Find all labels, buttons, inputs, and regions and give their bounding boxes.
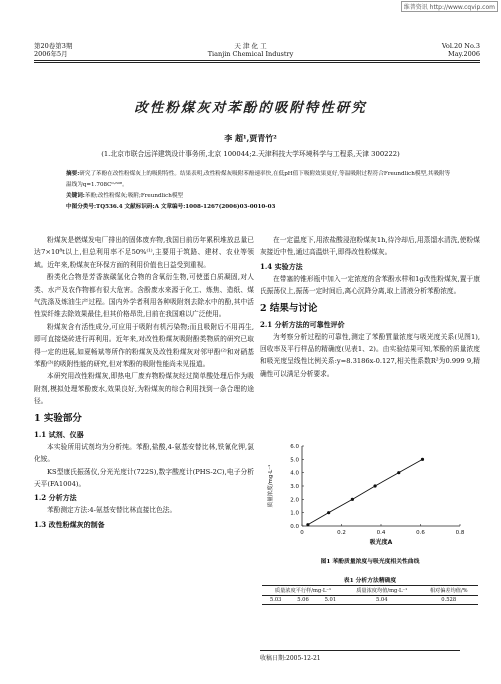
data-point bbox=[373, 484, 376, 487]
header-journal-en: Tianjin Chemical Industry bbox=[207, 50, 294, 58]
series-line bbox=[308, 459, 423, 524]
data-point bbox=[397, 471, 400, 474]
table-cell: 0.528 bbox=[441, 597, 457, 603]
article-title: 改性粉煤灰对苯酚的吸附特性研究 bbox=[134, 100, 367, 116]
table-cell: 5.01 bbox=[324, 597, 337, 603]
precision-table bbox=[262, 585, 478, 605]
section-heading: 2 结果与讨论 bbox=[260, 302, 318, 314]
table-caption: 表1 分析方法精确度 bbox=[343, 578, 397, 584]
paragraph: 粉煤灰是燃煤发电厂排出的固体废弃物,我国目前历年累积堆放总量已达7×10⁸t以上,但总利用率不足50%⁽¹⁾,主要用于筑路、建材、农业等领域。近年来,粉煤灰在环保方面的利用价值也日益受到重视。 bbox=[34, 236, 254, 269]
figure-caption: 图1 苯酚质量浓度与吸光度相关性曲线 bbox=[320, 559, 420, 565]
watermark: 维普资讯 http://www.cqvip.com bbox=[401, 1, 498, 12]
header-volume: 第20卷第3期 bbox=[34, 42, 73, 50]
received-date: 收稿日期:2005-12-21 bbox=[260, 655, 321, 662]
table-cell: 5.03 bbox=[269, 597, 282, 603]
paragraph: 在带塞的锥形瓶中加入一定浓度的含苯酚水样和1g改性粉煤灰,置于康氏振荡仪上,振荡一定时间后,离心沉降分离,取上清液分析苯酚浓度。 bbox=[260, 274, 480, 296]
header-rule bbox=[34, 60, 480, 61]
paragraph: 本研究用改性粉煤灰,即热电厂废弃物粉煤灰经过简单酸处理后作为吸附剂,模拟处理苯酚废水,效果良好,为粉煤灰的综合利用找到一条合理的途径。 bbox=[34, 372, 254, 406]
affiliation: (1.北京市联合远洋建筑设计事务所,北京 100044;2.天津科技大学环境科学与工程系,天津 300222) bbox=[101, 150, 400, 158]
subsection-heading: 1.2 分析方法 bbox=[34, 493, 77, 503]
header-vol-en: Vol.20 No.3 bbox=[441, 42, 480, 50]
subsection-heading: 1.3 改性粉煤灰的制备 bbox=[34, 519, 105, 529]
table-header: 质量浓度平行样/mg·L⁻¹ bbox=[274, 588, 332, 594]
paragraph: KS型康氏振荡仪,分光光度计(722S),数字酸度计(PHS-2C),电子分析天平(FA1004)。 bbox=[34, 467, 254, 488]
abstract-block bbox=[66, 169, 454, 213]
y-tick-label: 1.0 bbox=[290, 510, 299, 517]
data-point bbox=[306, 523, 309, 526]
x-tick-label: 0.8 bbox=[455, 530, 465, 536]
table-header-row bbox=[262, 586, 478, 596]
x-tick-label: 0.6 bbox=[416, 530, 425, 536]
y-tick-label: 5.0 bbox=[290, 457, 299, 464]
paragraph: 苯酚测定方法:4-氨基安替比林直接比色法。 bbox=[47, 506, 177, 515]
header-journal: 天 津 化 工 bbox=[234, 42, 267, 50]
right-column bbox=[260, 234, 480, 380]
subsection-heading: 1.1 试剂、仪器 bbox=[34, 429, 84, 439]
classification: 中图分类号:TQ536.4 文献标识码:A 文章编号:1008-1267(2006)03-0010-03 bbox=[66, 204, 276, 210]
y-tick-label: 6.0 bbox=[290, 444, 299, 450]
data-point bbox=[351, 498, 354, 501]
left-column bbox=[34, 234, 254, 531]
paragraph: 本实验所用试剂均为分析纯。苯酚,盐酸,4-氨基安替比林,铁氰化钾,氯化铵。 bbox=[34, 442, 254, 464]
y-tick-label: 4.0 bbox=[290, 470, 299, 477]
paragraph: 在一定温度下,用浓盐酸浸泡粉煤灰1h,待冷却后,用蒸馏水清洗,使粉煤灰接近中性,通过高温烘干,即得改性粉煤灰。 bbox=[260, 236, 480, 257]
table-row bbox=[262, 596, 478, 605]
abstract-text: 研究了苯酚在改性粉煤灰上的吸附特性。结果表明,改性粉煤灰吸附苯酚速率快,在低pH值下吸附效果更好,等温吸附过程符合Freundlich模型,其吸附等温线为q=1.708C⁰·⁶⁰⁸。 bbox=[66, 171, 451, 188]
section-heading: 1 实验部分 bbox=[34, 412, 82, 424]
header-date-en: May.2006 bbox=[448, 50, 480, 58]
abstract-label: 摘要: bbox=[66, 171, 80, 177]
keywords-label: 关键词: bbox=[66, 193, 85, 199]
data-point bbox=[421, 458, 424, 461]
authors: 李 超¹,贾青竹² bbox=[224, 133, 277, 143]
header-rule-2 bbox=[34, 62, 480, 63]
subsection-heading: 2.1 分析方法的可靠性评价 bbox=[260, 319, 345, 329]
table-cell: 5.06 bbox=[297, 597, 309, 603]
paragraph: 为考察分析过程的可靠性,测定了苯酚質量浓度与吸光度关系(见图1),回收率及平行样品的精确度(见表1、2)。由实验结果可知,苯酚的质量浓度和吸光度呈线性比例关系:y=8.3186x-0.127,相关性系数R²为0.999 9,精确性可以满足分析要求。 bbox=[260, 332, 480, 378]
y-tick-label: 2.0 bbox=[290, 497, 299, 504]
figure-1-chart bbox=[260, 440, 480, 556]
y-axis-label: 质量浓度/mg·L⁻¹ bbox=[268, 464, 274, 508]
table-header: 质量浓度均值/mg·L⁻¹ bbox=[356, 588, 408, 594]
x-tick-label: 0.2 bbox=[337, 530, 346, 536]
data-point bbox=[327, 511, 330, 514]
keywords: 苯酚;改性粉煤灰;吸附;Freundlich模型 bbox=[84, 193, 184, 199]
header-date: 2006年5月 bbox=[34, 50, 68, 58]
y-tick-label: 0.0 bbox=[290, 524, 299, 530]
y-tick-label: 3.0 bbox=[290, 484, 299, 490]
footnote-rule bbox=[260, 650, 460, 651]
table-cell: 5.04 bbox=[375, 597, 388, 603]
x-tick-label: 0 bbox=[300, 530, 304, 536]
paragraph: 酚类化合物是芳香族碳氢化合物的含氧衍生物,可使蛋白质凝固,对人类、水产及农作物都有很大危害。含酚废水来源于化工、炼焦、造纸、煤气洗涤及炼油生产过程。国内外学者利用各种吸附剂去除水中的酚,其中活性炭纤维去除效果最佳,但其价格昂贵,目前在我国难以广泛使用。 bbox=[34, 273, 254, 319]
table-header: 相对偏差均值/% bbox=[429, 588, 468, 594]
subsection-heading: 1.4 实验方法 bbox=[260, 261, 303, 271]
paragraph: 粉煤灰含有活性成分,可应用于吸附有机污染物;而且吸附后不用再生,即可直接烧砖进行再利用。近年来,对改性粉煤灰吸附酚类物质的研究已取得一定的进展,如夏畅斌等所作的粉煤灰及改性粉煤灰对邻甲酚⁽²⁾和对硝基苯酚⁽³⁾的吸附性能的研究,但对苯酚的吸附性能尚未见报道。 bbox=[34, 322, 254, 369]
x-axis-label: 吸光度A bbox=[369, 539, 393, 546]
x-tick-label: 0.4 bbox=[376, 530, 386, 536]
